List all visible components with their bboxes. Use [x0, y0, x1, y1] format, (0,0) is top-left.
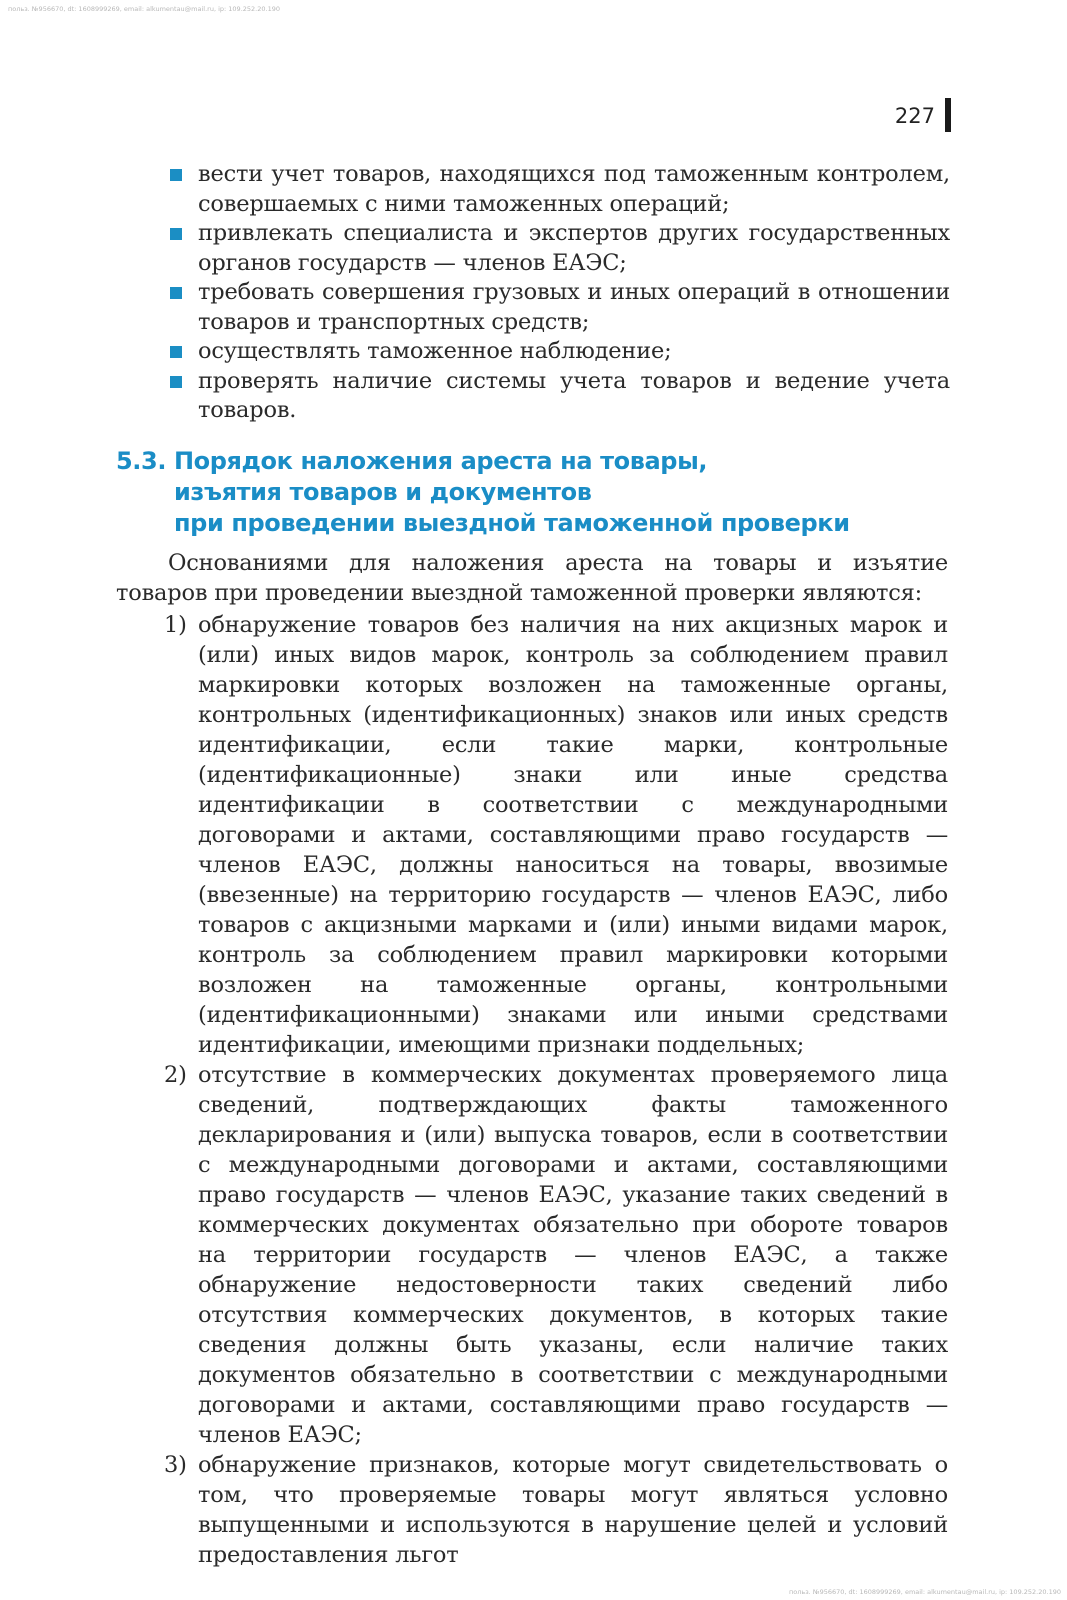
heading-line-2: изъятия товаров и документов: [174, 478, 592, 506]
bullet-text: вести учет товаров, находящихся под таможенным контролем, совершаемых с ними таможенных операций;: [198, 161, 950, 217]
item-text: обнаружение товаров без наличия на них акцизных марок и (или) иных видов марок, контроль за соблюдением правил маркировки которых возложен на таможенные органы, контрольных (идентификационных) знаков или иных средств идентификации, если такие марки, контрольные (идентификационные) знаки или иные средства идентификации в соответствии с международными договорами и актами, составляющими право государств — членов ЕАЭС, должны наноситься на товары, ввозимые (ввезенные) на территорию государств — членов ЕАЭС, либо товаров с акцизными марками и (или) иными видами марок, контроль за соблюдением правил маркировки которыми возложен на таможенные органы, контрольными (идентификационными) знаками или иными средствами идентификации, имеющими признаки поддельных;: [198, 612, 948, 1058]
page-number: 227: [894, 104, 935, 128]
item-number: 2): [164, 1062, 187, 1088]
square-bullet-icon: [170, 346, 182, 358]
bullet-text: проверять наличие системы учета товаров и ведение учета товаров.: [198, 367, 950, 423]
bullet-text: осуществлять таможенное наблюдение;: [198, 338, 672, 364]
item-number: 3): [164, 1452, 187, 1478]
section-heading: [116, 446, 850, 539]
bullet-list: [170, 160, 950, 426]
bullet-item: [170, 278, 950, 337]
bullet-text: привлекать специалиста и экспертов других государственных органов государств — членов ЕАЭС;: [198, 220, 950, 276]
numbered-item: [116, 610, 948, 1060]
item-number: 1): [164, 612, 187, 638]
watermark-top: польз. №956670, dt: 1608999269, email: alkumentau@mail.ru, ip: 109.252.20.190: [8, 5, 280, 13]
bullet-item: [170, 367, 950, 426]
heading-line-1: 5.3. Порядок наложения ареста на товары,: [116, 447, 708, 475]
bullet-item: [170, 337, 950, 367]
square-bullet-icon: [170, 228, 182, 240]
bullet-item: [170, 160, 950, 219]
bullet-item: [170, 219, 950, 278]
watermark-bottom: польз. №956670, dt: 1608999269, email: alkumentau@mail.ru, ip: 109.252.20.190: [789, 1588, 1061, 1596]
numbered-list: [116, 610, 948, 1570]
item-text: отсутствие в коммерческих документах проверяемого лица сведений, подтверждающих факты таможенного декларирования и (или) выпуска товаров, если в соответствии с международными договорами и актами, составляющими право государств — членов ЕАЭС, указание таких сведений в коммерческих документах обязательно при обороте товаров на территории государств — членов ЕАЭС, а также обнаружение недостоверности таких сведений либо отсутствия коммерческих документов, в которых такие сведения должны быть указаны, если наличие таких документов обязательно в соответствии с международными договорами и актами, составляющими право государств — членов ЕАЭС;: [198, 1062, 948, 1448]
square-bullet-icon: [170, 376, 182, 388]
numbered-item: [116, 1450, 948, 1570]
intro-text: Основаниями для наложения ареста на товары и изъятие товаров при проведении выездной таможенной проверки являются:: [116, 550, 948, 606]
page-number-bar: [945, 98, 951, 132]
bullet-text: требовать совершения грузовых и иных операций в отношении товаров и транспортных средств;: [198, 279, 950, 335]
heading-line-3: при проведении выездной таможенной проверки: [174, 509, 850, 537]
square-bullet-icon: [170, 287, 182, 299]
item-text: обнаружение признаков, которые могут свидетельствовать о том, что проверяемые товары могут являться условно выпущенными и используются в нарушение целей и условий предоставления льгот: [198, 1452, 948, 1568]
numbered-item: [116, 1060, 948, 1450]
intro-paragraph: [116, 548, 948, 608]
square-bullet-icon: [170, 169, 182, 181]
